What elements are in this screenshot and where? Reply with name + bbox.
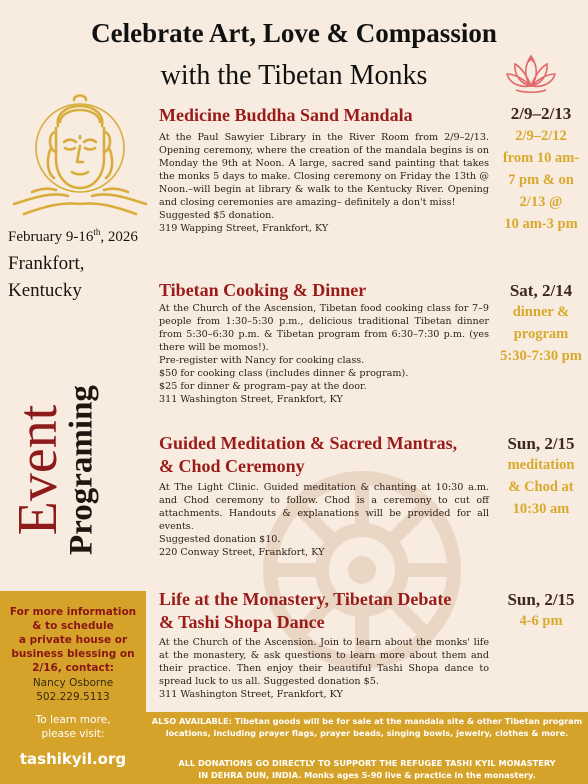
event-title: Medicine Buddha Sand Mandala bbox=[159, 105, 413, 125]
event-date: Sun, 2/15 bbox=[507, 590, 575, 609]
footer-banner bbox=[146, 712, 588, 784]
programing-word: Programing bbox=[63, 385, 100, 555]
event-vertical-title bbox=[8, 355, 68, 585]
event-dates: February 9-16th, 2026 bbox=[8, 227, 138, 245]
event-address: 319 Wapping Street, Frankfort, KY bbox=[159, 223, 329, 234]
contact-details bbox=[0, 676, 146, 704]
event-title: Guided Meditation & Sacred Mantras, & Chod Ceremony bbox=[159, 433, 458, 476]
headline: Celebrate Art, Love & Compassion bbox=[91, 18, 497, 48]
lotus-icon bbox=[506, 50, 556, 96]
event-cooking-dinner bbox=[159, 279, 489, 406]
event-date: Sat, 2/14 bbox=[509, 281, 573, 300]
event-date-block bbox=[494, 104, 588, 235]
event-sand-mandala bbox=[159, 104, 489, 235]
location bbox=[8, 250, 85, 304]
contact-info: For more information & to schedule a private house or business blessing on 2/16, contact: bbox=[9, 606, 137, 674]
event-times: 4-6 pm bbox=[519, 613, 563, 629]
event-title: Life at the Monastery, Tibetan Debate & Tashi Shopa Dance bbox=[159, 589, 452, 632]
also-available: ALSO AVAILABLE: Tibetan goods will be for sale at the mandala site & other Tibetan program locations, including prayer flags, prayer beads, singing bowls, jewelry, clothes & more. bbox=[151, 716, 583, 738]
website-link[interactable]: tashikyil.org bbox=[19, 750, 127, 768]
event-address: 311 Washington Street, Frankfort, KY bbox=[159, 689, 343, 700]
event-times: dinner & program 5:30-7:30 pm bbox=[500, 304, 582, 364]
event-description: At The Light Clinic. Guided meditation & chanting at 10:30 a.m. and Chod ceremony to follow. Chod is a ceremony to cut off attachments. Handouts & explanations will be provided for all events. Suggested donation $10. 220 Conway Street, Frankfort, KY bbox=[159, 482, 489, 558]
event-times: meditation & Chod at 10:30 am bbox=[507, 457, 575, 517]
event-donation: Suggested $5 donation. bbox=[159, 210, 275, 221]
event-address: 220 Conway Street, Frankfort, KY bbox=[159, 547, 325, 558]
state: Kentucky bbox=[8, 280, 82, 301]
event-date: Sun, 2/15 bbox=[507, 434, 575, 453]
event-description: At the Paul Sawyier Library in the River Room from 2/9–2/13. Opening ceremony, where the creation of the mandala begins is on Monday the 9th at Noon. A large, sacred sand painting that takes the monks 5 days to make. Closing ceremony on Friday the 13th @ Noon.–will begin at library & walk to the Kentucky River. Opening and closing ceremonies are amazing– definitely a don't miss! Suggested $5 donation. 319 Wapping Street, Frankfort, KY bbox=[159, 132, 489, 234]
event-word: Event bbox=[7, 404, 69, 536]
event-date-block bbox=[494, 590, 588, 632]
contact-name: Nancy Osborne bbox=[32, 677, 114, 689]
event-title: Tibetan Cooking & Dinner bbox=[159, 280, 367, 300]
city: Frankfort, bbox=[8, 253, 85, 274]
contact-box bbox=[0, 591, 146, 784]
learn-more: To learn more, please visit: bbox=[35, 714, 111, 740]
donations-note: ALL DONATIONS GO DIRECTLY TO SUPPORT THE REFUGEE TASHI KYIL MONASTERY IN DEHRA DUN, INDIA. Monks ages 5-90 live & practice in the monastery. bbox=[178, 758, 556, 780]
event-date-block bbox=[494, 281, 588, 367]
event-date-block bbox=[494, 434, 588, 520]
event-meditation-chod bbox=[159, 432, 497, 559]
contact-phone[interactable]: 502.229.5113 bbox=[36, 691, 110, 703]
event-description: At the Church of the Ascension. Join to learn about the monks' life at the monastery, & ask questions to learn more about them and their practice. Then enjoy their beautiful Tashi Shopa dance to spread luck to us all. Suggested donation $5. 311 Washington Street, Frankfort, KY bbox=[159, 637, 489, 700]
event-date: 2/9–2/13 bbox=[510, 104, 572, 123]
buddha-head-icon bbox=[10, 92, 150, 220]
event-address: 311 Washington Street, Frankfort, KY bbox=[159, 394, 343, 405]
event-times: 2/9–2/12 from 10 am- 7 pm & on 2/13 @ 10 am-3 pm bbox=[502, 128, 580, 232]
subheadline: with the Tibetan Monks bbox=[160, 60, 428, 91]
event-description: At the Church of the Ascension, Tibetan food cooking class for 7–9 people from 1:30–5:30 p.m., delicious traditional Tibetan dinner from 5:30–6:30 p.m. & Tibetan program from 6:30–7:30 p.m. (yes there will be momos!). Pre-register with Nancy for cooking class. $50 for cooking class (includes dinner & program). $25 for dinner & program–pay at the door. 311 Washington Street, Frankfort, KY bbox=[159, 303, 489, 405]
event-monastery-debate bbox=[159, 588, 497, 701]
programing-vertical-title bbox=[60, 355, 104, 585]
